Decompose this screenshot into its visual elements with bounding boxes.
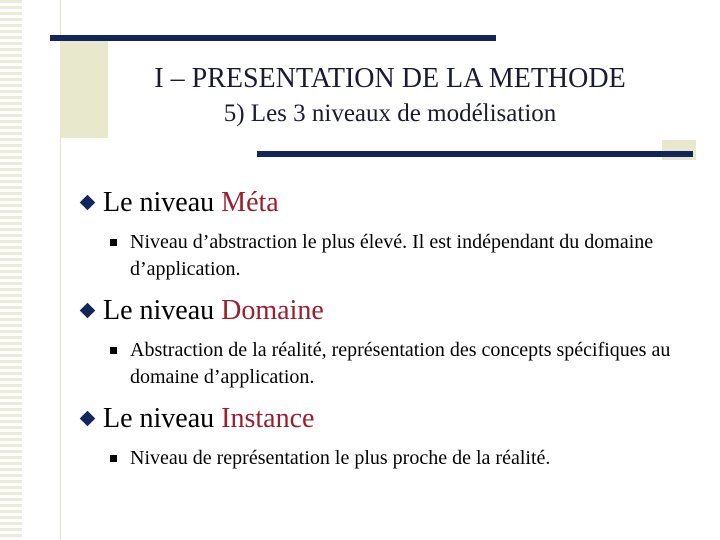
section-description: Abstraction de la réalité, représentation des concepts spécifiques au domaine d’application. (130, 339, 671, 388)
heading-keyword: Domaine (221, 295, 324, 326)
heading-prefix: Le niveau (103, 295, 222, 326)
slide-subtitle: 5) Les 3 niveaux de modélisation (223, 100, 557, 127)
title-bottom-accent-box (662, 140, 696, 160)
title-top-bar (50, 35, 496, 41)
section-text-instance (110, 445, 680, 472)
heading-prefix: Le niveau (103, 403, 222, 434)
section-text-meta (110, 229, 680, 283)
heading-prefix: Le niveau (103, 187, 222, 218)
square-bullet-icon (110, 347, 117, 354)
section-heading-domaine (80, 294, 324, 328)
section-description: Niveau d’abstraction le plus élevé. Il est indépendant du domaine d’application. (130, 231, 654, 280)
title-accent-box (60, 38, 108, 138)
diamond-bullet-icon (80, 303, 96, 319)
section-description: Niveau de représentation le plus proche de la réalité. (130, 447, 551, 469)
heading-keyword: Méta (221, 187, 279, 218)
slide-title: I – PRESENTATION DE LA METHODE (154, 63, 626, 94)
title-bottom-bar (257, 151, 693, 157)
heading-keyword: Instance (221, 403, 315, 434)
square-bullet-icon (110, 455, 117, 462)
diamond-bullet-icon (80, 195, 96, 211)
section-heading-meta (80, 186, 279, 220)
section-text-domaine (110, 337, 680, 391)
section-heading-instance (80, 402, 314, 436)
decorative-stripes (0, 0, 22, 540)
diamond-bullet-icon (80, 411, 96, 427)
square-bullet-icon (110, 239, 117, 246)
